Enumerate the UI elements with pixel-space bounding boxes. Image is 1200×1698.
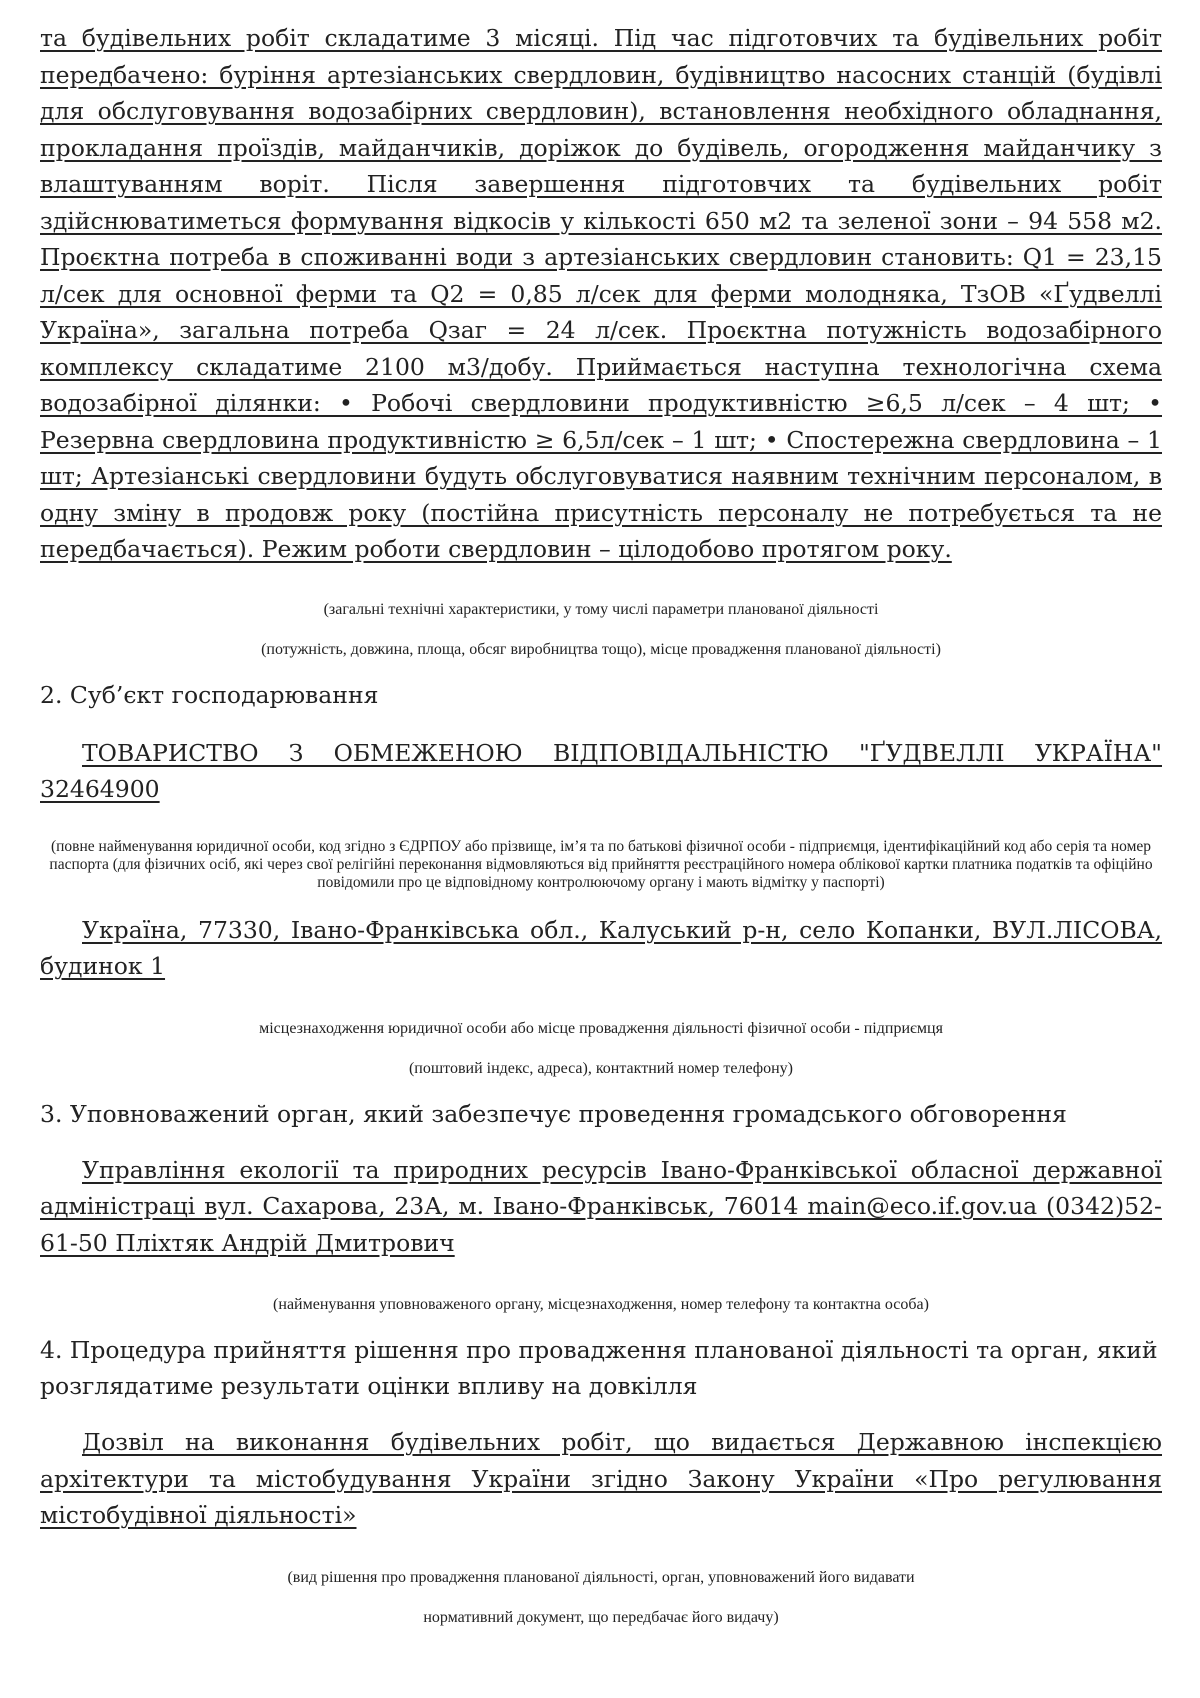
section2-heading: 2. Суб’єкт господарювання <box>40 680 379 709</box>
address-caption-line1: місцезнаходження юридичної особи або місце провадження діяльності фізичної особи - підприємця <box>259 1019 943 1037</box>
decision-procedure: Дозвіл на виконання будівельних робіт, що видається Державною інспекцією архітектури та містобудування України згідно Закону України «Про регулювання містобудівної діяльності» <box>40 1428 1162 1529</box>
planned-activity-description: та будівельних робіт складатиме 3 місяці. Під час підготовчих та будівельних робіт передбачено: буріння артезіанських свердловин, будівництво насосних станцій (будівлі для обслуговування водозабірних свердловин), встановлення необхідного обладнання, прокладання проїздів, майданчиків, доріжок до будівель, огородження майданчику з влаштуванням воріт. Після завершення підготовчих та будівельних робіт здійснюватиметься формування відкосів у кількості 650 м2 та зеленої зони – 94 558 м2. Проєктна потреба в споживанні води з артезіанських свердловин становить: Q1 = 23,15 л/сек для основної ферми та Q2 = 0,85 л/сек для ферми молодняка, ТзОВ «Ґудвеллі Україна», загальна потреба Qзаг = 24 л/сек. Проєктна потужність водозабірного комплексу складатиме 2100 м3/добу. Приймається наступна технологічна схема водозабірної ділянки: • Робочі свердловини продуктивністю ≥6,5 л/сек – 4 шт; • Резервна свердловина продуктивністю ≥ 6,5л/сек – 1 шт; • Спостережна свердловина – 1 шт; Артезіанські свердловини будуть обслуговуватися наявним технічним персоналом, в одну зміну в продовж року (постійна присутність персоналу не потребується та не передбачається). Режим роботи свердловин – цілодобово протягом року. <box>40 24 1162 563</box>
section3-heading: 3. Уповноважений орган, який забезпечує проведення громадського обговорення <box>40 1099 1067 1128</box>
section4-heading: 4. Процедура прийняття рішення про провадження планованої діяльності та орган, який розглядатиме результати оцінки впливу на довкілля <box>40 1336 1158 1400</box>
document-page <box>40 20 1162 1627</box>
entity-name: ТОВАРИСТВО З ОБМЕЖЕНОЮ ВІДПОВІДАЛЬНІСТЮ "ҐУДВЕЛЛІ УКРАЇНА" 32464900 <box>40 738 1162 803</box>
authority-details: Управління екології та природних ресурсів Івано-Франківської обласної державної адміністраці вул. Сахарова, 23А, м. Івано-Франківськ, 76014 main@eco.if.gov.ua (0342)52-61-50 Пліхтяк Андрій Дмитрович <box>40 1155 1162 1257</box>
authority-caption: (найменування уповноваженого органу, місцезнаходження, номер телефону та контактна особа) <box>273 1296 929 1313</box>
activity-caption-line2: (потужність, довжина, площа, обсяг виробництва тощо), місце провадження планованої діяльності) <box>261 640 941 658</box>
activity-caption-line1: (загальні технічні характеристики, у тому числі параметри планованої діяльності <box>323 600 879 618</box>
address-caption-line2: (поштовий індекс, адреса), контактний номер телефону) <box>408 1059 794 1077</box>
decision-caption-line2: нормативний документ, що передбачає його видачу) <box>423 1608 779 1626</box>
entity-caption: (повне найменування юридичної особи, код згідно з ЄДРПОУ або прізвище, ім’я та по батькові фізичної особи - підприємця, ідентифікаційний код або серія та номер паспорта (для фізичних осіб, які через свої релігійні переконання відмовляються від прийняття реєстраційного номера облікової картки платника податків та офіційно повідомили про це відповідному контролюючому органу і мають відмітку у паспорті) <box>49 837 1153 891</box>
decision-caption-line1: (вид рішення про провадження планованої діяльності, орган, уповноважений його видавати <box>287 1568 915 1586</box>
entity-address: Україна, 77330, Івано-Франківська обл., Калуський р-н, село Копанки, ВУЛ.ЛІСОВА, будинок 1 <box>40 915 1162 980</box>
